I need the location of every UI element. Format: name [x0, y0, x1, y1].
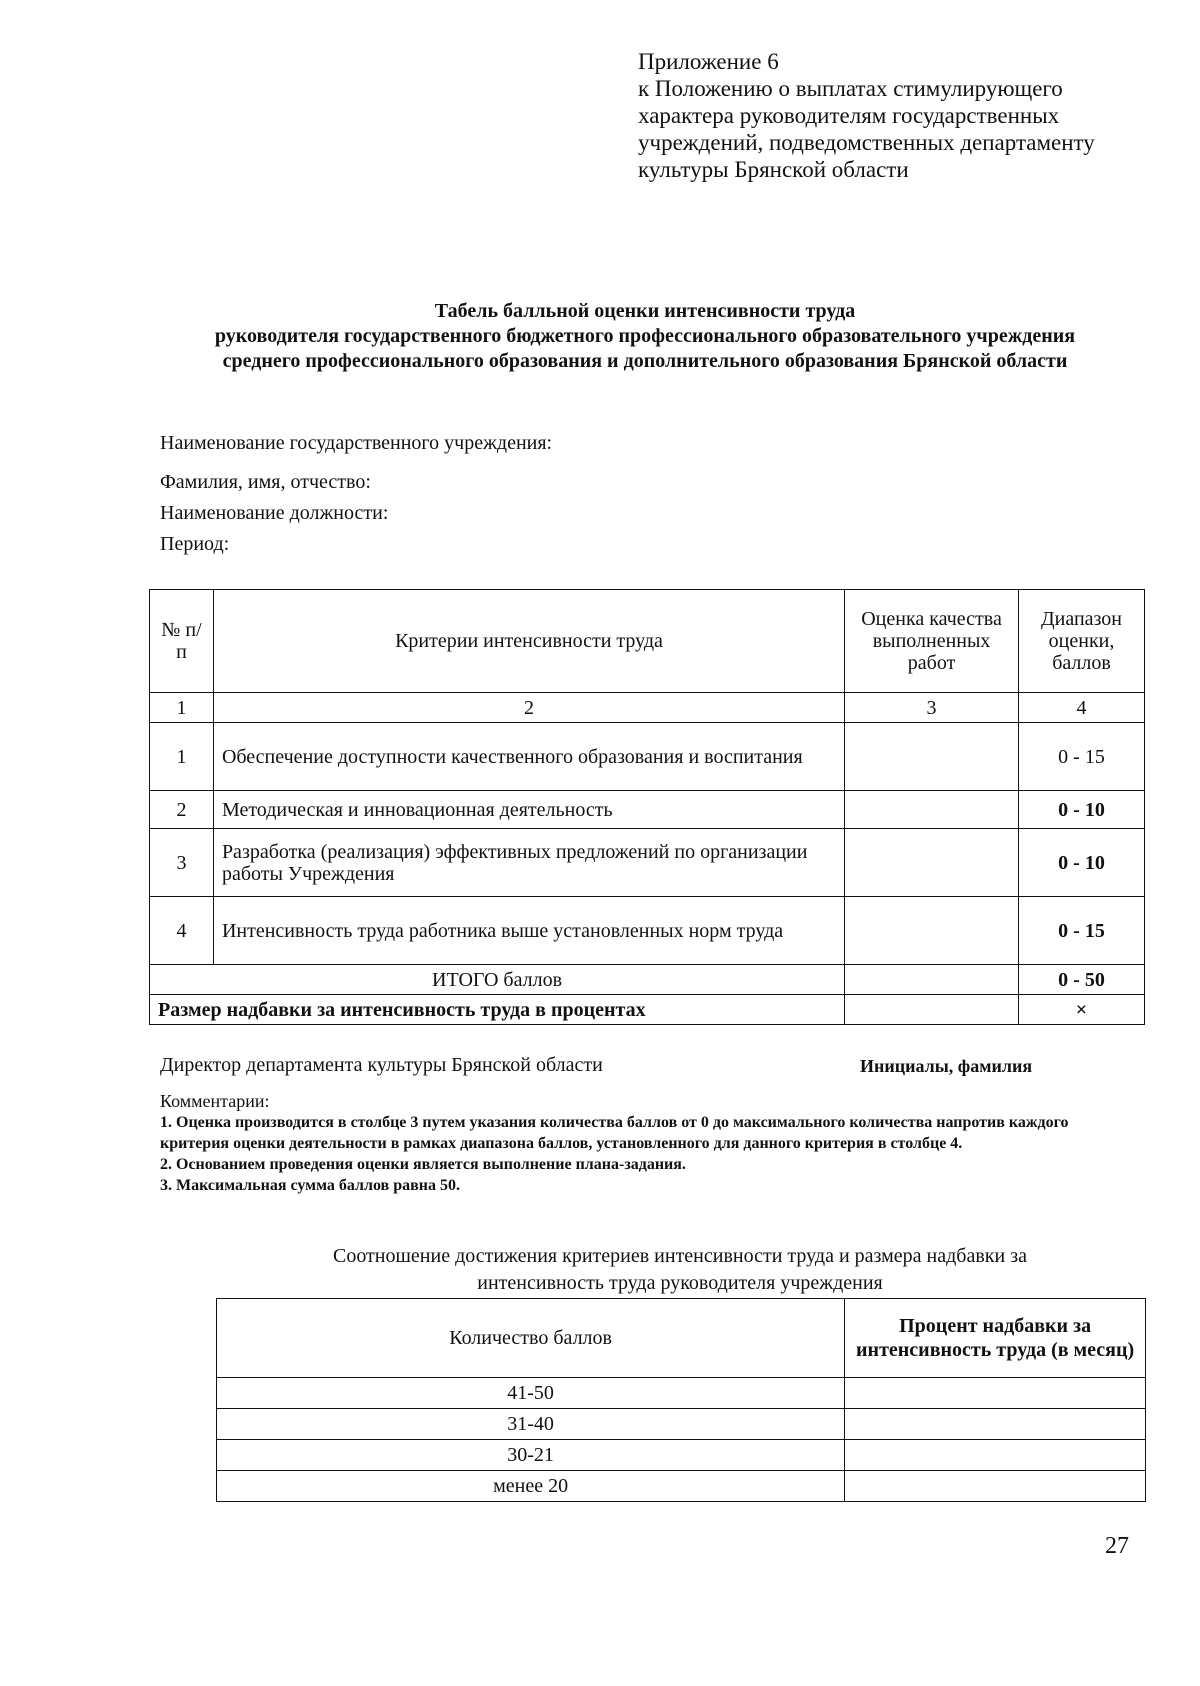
- ratio-table: [216, 1298, 1146, 1502]
- ratio-percent: [845, 1440, 1146, 1471]
- intensity-table: [149, 589, 1145, 1025]
- column-numbers-row: [150, 693, 1145, 723]
- row-number: 3: [150, 829, 214, 897]
- row-score: [845, 723, 1019, 791]
- header-number: № п/п: [150, 590, 214, 693]
- row-criterion: Разработка (реализация) эффективных предложений по организации работы Учреждения: [213, 829, 844, 897]
- row-number: 4: [150, 897, 214, 965]
- table-row: [150, 723, 1145, 791]
- total-score: [845, 965, 1019, 995]
- signature-position: Директор департамента культуры Брянской области: [160, 1054, 603, 1076]
- comment-item: 3. Максимальная сумма баллов равна 50.: [160, 1177, 460, 1194]
- meta-fio: Фамилия, имя, отчество:: [160, 471, 371, 493]
- comments-label: Комментарии:: [160, 1091, 270, 1111]
- row-criterion: Методическая и инновационная деятельность: [213, 791, 844, 829]
- meta-position: Наименование должности:: [160, 502, 389, 524]
- table-row: [217, 1440, 1146, 1471]
- row-criterion: Обеспечение доступности качественного образования и воспитания: [213, 723, 844, 791]
- appendix-line: учреждений, подведомственных департаменту: [638, 130, 1095, 155]
- appendix-line: культуры Брянской области: [638, 157, 909, 182]
- row-number: 2: [150, 791, 214, 829]
- bonus-score: [845, 995, 1019, 1025]
- table-row: [150, 897, 1145, 965]
- ratio-title-line: интенсивность труда руководителя учреждения: [477, 1272, 883, 1294]
- ratio-header-row: [217, 1299, 1146, 1378]
- table-row: [217, 1471, 1146, 1502]
- table-row: [217, 1409, 1146, 1440]
- table-row: [150, 791, 1145, 829]
- row-score: [845, 897, 1019, 965]
- row-range: 0 - 10: [1019, 829, 1145, 897]
- column-number: 3: [845, 693, 1019, 723]
- ratio-points: 30-21: [217, 1440, 845, 1471]
- table-row: [150, 829, 1145, 897]
- page-number: 27: [1105, 1533, 1129, 1559]
- appendix-block: [638, 48, 1158, 183]
- row-score: [845, 829, 1019, 897]
- signature-name: Инициалы, фамилия: [860, 1056, 1033, 1076]
- ratio-points: 41-50: [217, 1378, 845, 1409]
- ratio-points: менее 20: [217, 1471, 845, 1502]
- comment-item: 1. Оценка производится в столбце 3 путем указания количества баллов от 0 до максимального количества напротив каждого критерия оценки деятельности в рамках диапазона баллов, установленного для данного критерия в столбце 4.: [160, 1114, 1069, 1152]
- bonus-row: [150, 995, 1145, 1025]
- title-line: Табель балльной оценки интенсивности труда: [434, 300, 856, 322]
- header-score: Оценка качества выполненных работ: [845, 590, 1019, 693]
- title-line: руководителя государственного бюджетного профессионального образовательного учреждения: [214, 325, 1076, 347]
- meta-institution: Наименование государственного учреждения:: [160, 432, 553, 454]
- header-range: Диапазон оценки, баллов: [1019, 590, 1145, 693]
- column-number: 4: [1019, 693, 1145, 723]
- ratio-percent: [845, 1378, 1146, 1409]
- ratio-title-line: Соотношение достижения критериев интенсивности труда и размера надбавки за: [332, 1245, 1027, 1267]
- column-number: 2: [213, 693, 844, 723]
- ratio-header-points: Количество баллов: [217, 1299, 845, 1378]
- ratio-points: 31-40: [217, 1409, 845, 1440]
- bonus-value: ×: [1019, 995, 1145, 1025]
- row-number: 1: [150, 723, 214, 791]
- column-number: 1: [150, 693, 214, 723]
- row-criterion: Интенсивность труда работника выше установленных норм труда: [213, 897, 844, 965]
- header-criteria: Критерии интенсивности труда: [213, 590, 844, 693]
- document-title: [150, 299, 1140, 374]
- comment-item: 2. Основанием проведения оценки является выполнение плана-задания.: [160, 1156, 686, 1173]
- appendix-line: характера руководителям государственных: [638, 103, 1060, 128]
- title-line: среднего профессионального образования и дополнительного образования Брянской области: [222, 350, 1068, 372]
- table-row: [217, 1378, 1146, 1409]
- ratio-percent: [845, 1409, 1146, 1440]
- meta-period: Период:: [160, 533, 230, 555]
- row-range: 0 - 15: [1019, 723, 1145, 791]
- total-row: [150, 965, 1145, 995]
- row-range: 0 - 15: [1019, 897, 1145, 965]
- total-range: 0 - 50: [1019, 965, 1145, 995]
- ratio-header-percent: Процент надбавки за интенсивность труда (в месяц): [845, 1299, 1146, 1378]
- total-label: ИТОГО баллов: [150, 965, 845, 995]
- appendix-line: Приложение 6: [638, 49, 779, 74]
- comments-block: [160, 1090, 1120, 1196]
- row-range: 0 - 10: [1019, 791, 1145, 829]
- ratio-percent: [845, 1471, 1146, 1502]
- ratio-title: [200, 1243, 1160, 1297]
- appendix-line: к Положению о выплатах стимулирующего: [638, 76, 1063, 101]
- table-header-row: [150, 590, 1145, 693]
- bonus-label: Размер надбавки за интенсивность труда в процентах: [150, 995, 845, 1025]
- row-score: [845, 791, 1019, 829]
